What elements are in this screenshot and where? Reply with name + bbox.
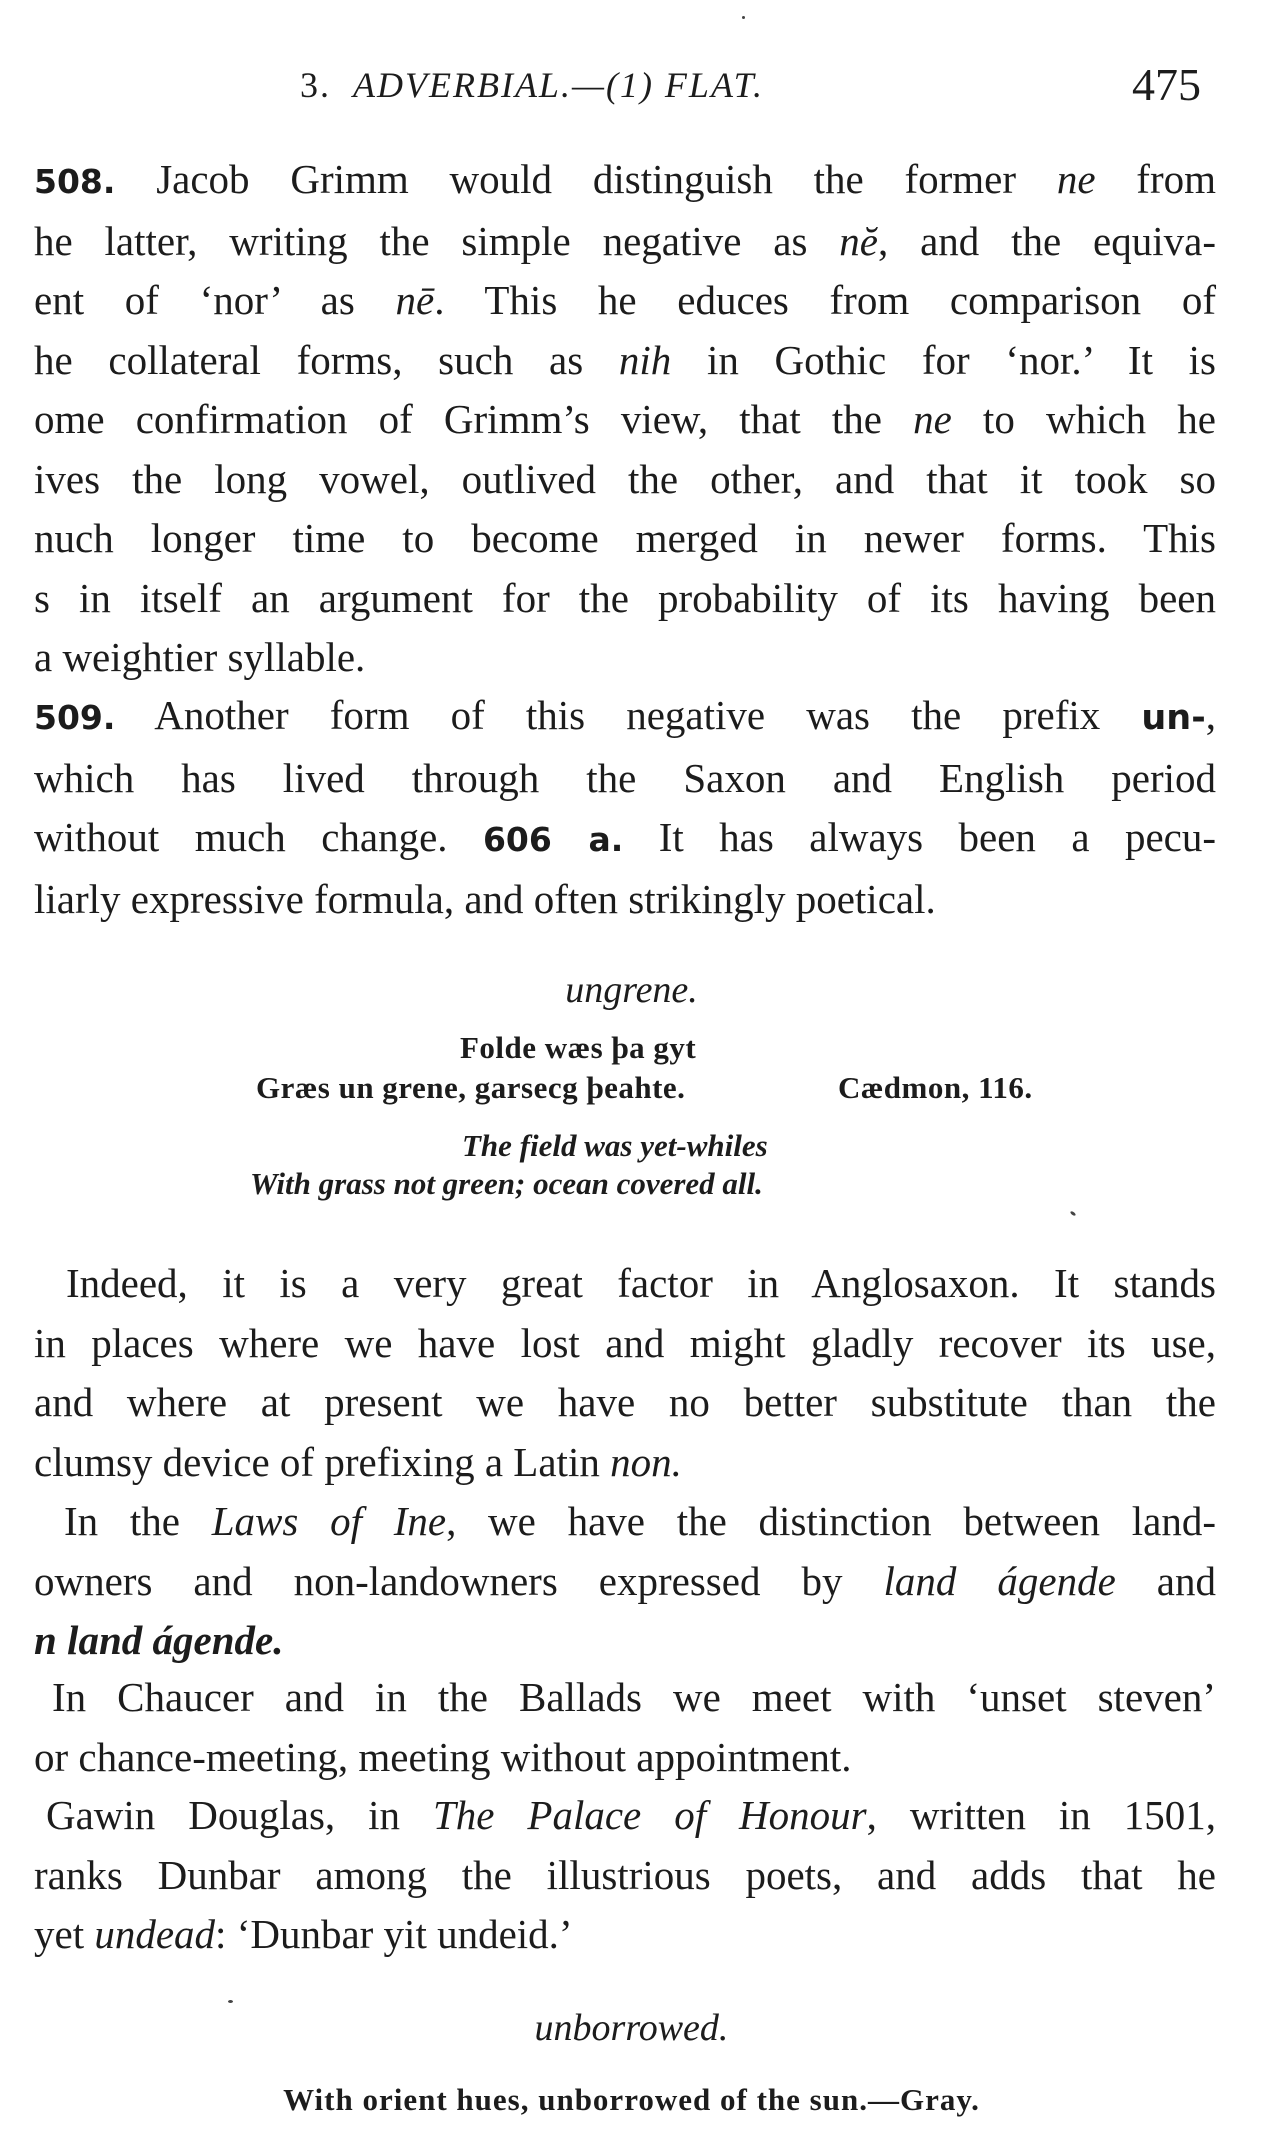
paragraph-laws-of-ine <box>34 1492 1216 1671</box>
text-line: or chance-meeting, meeting without appointment. <box>34 1733 852 1780</box>
text-line: In Chaucer and in the Ballads we meet with ‘unset steven’ <box>52 1674 1216 1720</box>
italic-phrase: land ágende <box>883 1557 1116 1604</box>
paragraph-chaucer <box>34 1668 1216 1787</box>
text-span: to which he <box>951 396 1216 442</box>
text-span: Gawin Douglas, in <box>46 1792 433 1838</box>
italic-title: The Palace of Honour <box>432 1792 867 1838</box>
paragraph-indeed <box>34 1254 1216 1492</box>
header-title-text: ADVERBIAL.—(1) FLAT. <box>353 65 764 105</box>
text-span: without much change. <box>34 814 483 860</box>
text-span: , <box>1205 692 1216 738</box>
scan-speck <box>742 16 745 19</box>
translation-line: With grass not green; ocean covered all. <box>250 1166 763 1201</box>
text-line: and where at present we have no better substitute than the <box>34 1379 1216 1425</box>
text-line <box>34 1492 1216 1552</box>
text-span: and <box>1115 1557 1216 1604</box>
text-line: a weightier syllable. <box>34 634 366 680</box>
text-span: Jacob Grimm would distinguish the former <box>115 156 1057 202</box>
text-span: yet <box>34 1911 95 1957</box>
text-span: , we have the distinction between land- <box>446 1498 1216 1544</box>
text-line: liarly expressive formula, and often strikingly poetical. <box>34 875 936 922</box>
header-title <box>300 64 764 106</box>
text-line <box>34 390 1216 450</box>
text-span: , written in 1501, <box>866 1792 1217 1838</box>
section-number: 509. <box>34 698 116 737</box>
italic-word: nih <box>618 336 672 383</box>
running-header <box>0 58 1263 128</box>
text-span: from <box>1095 156 1216 202</box>
text-line <box>34 1552 1216 1612</box>
text-span: owners and non-landowners expressed by <box>34 1557 884 1604</box>
text-span: : ‘Dunbar yit undeid.’ <box>215 1911 573 1957</box>
italic-word: nĕ <box>839 217 878 264</box>
text-span: Another form of this negative was the prefix <box>115 692 1142 738</box>
section-number: 508. <box>34 162 116 201</box>
text-span: In the <box>64 1498 212 1544</box>
example-heading-ungrene: ungrene. <box>565 969 698 1011</box>
paragraph-509 <box>34 686 1216 929</box>
text-line <box>34 1433 1216 1493</box>
text-line <box>34 150 1216 212</box>
text-line <box>34 1905 1216 1965</box>
header-section: 3. <box>300 65 331 105</box>
text-line <box>34 331 1216 391</box>
text-line <box>34 686 1216 749</box>
text-line <box>34 212 1216 272</box>
verse-line: Græs un grene, garsecg þeahte. <box>256 1070 686 1105</box>
text-span: he collateral forms, such as <box>34 336 619 383</box>
text-span: he latter, writing the simple negative as <box>34 217 840 264</box>
italic-word: nē <box>395 277 435 323</box>
text-span: . This he educes from comparison of <box>434 277 1216 323</box>
text-span: ome confirmation of Grimm’s view, that the <box>34 396 914 442</box>
verse-line: Folde wæs þa gyt <box>460 1030 697 1065</box>
text-line <box>34 808 1216 870</box>
text-line: Indeed, it is a very great factor in Anglosaxon. It stands <box>66 1260 1216 1306</box>
scan-speck <box>1070 1211 1077 1217</box>
text-span: , and the equiva- <box>878 217 1216 264</box>
italic-word: undead <box>94 1911 216 1957</box>
text-line: which has lived through the Saxon and English period <box>34 754 1216 801</box>
text-line: nuch longer time to become merged in newer forms. This <box>34 515 1216 561</box>
text-line: s in itself an argument for the probability of its having been <box>34 574 1216 621</box>
text-span: clumsy device of prefixing a Latin <box>34 1438 611 1485</box>
page-number: 475 <box>1132 59 1201 110</box>
paragraph-douglas <box>34 1786 1216 1965</box>
cross-reference: 606 a. <box>482 820 624 859</box>
text-line: ranks Dunbar among the illustrious poets, and adds that he <box>34 1851 1216 1898</box>
bold-prefix: un- <box>1141 698 1206 738</box>
text-span: ent of ‘nor’ as <box>34 277 396 323</box>
translation-line: The field was yet-whiles <box>462 1128 768 1163</box>
text-line <box>34 271 1216 331</box>
verse-citation: Cædmon, 116. <box>838 1070 1033 1105</box>
text-line: n land ágende. <box>34 1617 284 1663</box>
italic-word: non. <box>610 1438 682 1485</box>
text-span: It has always been a pecu- <box>623 814 1216 860</box>
text-line <box>34 1786 1216 1846</box>
scan-speck <box>228 2000 233 2003</box>
paragraph-508 <box>34 150 1216 688</box>
italic-word: ne <box>1056 156 1096 202</box>
italic-word: ne <box>913 396 952 442</box>
text-span: in Gothic for ‘nor.’ It is <box>671 336 1216 383</box>
example-heading-unborrowed: unborrowed. <box>534 2007 729 2049</box>
italic-title: Laws of Ine <box>211 1498 447 1544</box>
text-line: in places where we have lost and might gladly recover its use, <box>34 1319 1216 1366</box>
quote-line: With orient hues, unborrowed of the sun.—Gray. <box>283 2082 980 2117</box>
text-line: ives the long vowel, outlived the other, and that it took so <box>34 455 1216 502</box>
